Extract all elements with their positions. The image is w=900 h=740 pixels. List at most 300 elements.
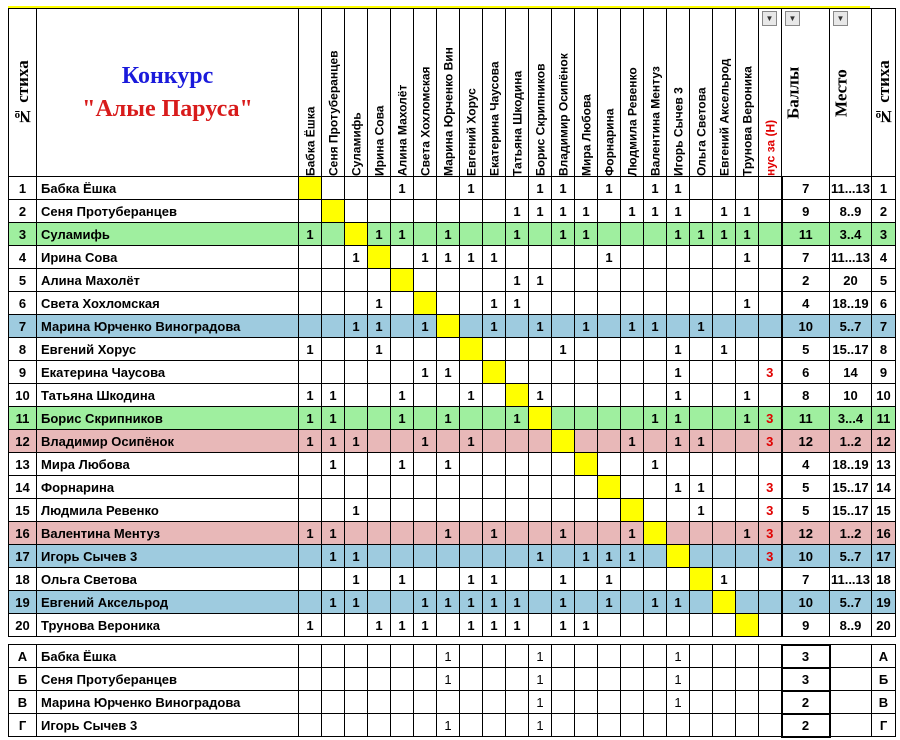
vote-cell[interactable]: 1 <box>552 200 575 223</box>
vote-cell[interactable] <box>437 384 460 407</box>
vote-cell[interactable] <box>345 292 368 315</box>
summary-vote-cell[interactable] <box>391 668 414 691</box>
vote-cell[interactable]: 1 <box>575 223 598 246</box>
vote-cell[interactable] <box>529 499 552 522</box>
score-cell[interactable]: 10 <box>782 545 830 568</box>
vote-cell[interactable] <box>644 614 667 637</box>
vote-cell[interactable]: 1 <box>506 200 529 223</box>
vote-cell[interactable] <box>391 338 414 361</box>
vote-cell[interactable]: 1 <box>552 568 575 591</box>
vote-cell[interactable] <box>322 292 345 315</box>
row-number-right[interactable]: 13 <box>872 453 896 476</box>
vote-cell[interactable] <box>391 522 414 545</box>
vote-cell[interactable] <box>575 453 598 476</box>
summary-penalty-cell[interactable] <box>759 645 782 668</box>
row-number-right[interactable]: 15 <box>872 499 896 522</box>
vote-cell[interactable]: 1 <box>690 430 713 453</box>
vote-cell[interactable]: 1 <box>299 338 322 361</box>
summary-vote-cell[interactable]: 1 <box>437 668 460 691</box>
vote-cell[interactable] <box>736 614 759 637</box>
vote-cell[interactable] <box>391 269 414 292</box>
place-cell[interactable]: 1..2 <box>830 522 872 545</box>
summary-vote-cell[interactable] <box>575 714 598 737</box>
vote-cell[interactable]: 1 <box>368 614 391 637</box>
summary-vote-cell[interactable] <box>690 691 713 714</box>
vote-cell[interactable]: 1 <box>598 568 621 591</box>
vote-cell[interactable]: 1 <box>621 200 644 223</box>
summary-vote-cell[interactable] <box>621 668 644 691</box>
vote-cell[interactable] <box>391 200 414 223</box>
vote-cell[interactable] <box>460 453 483 476</box>
vote-cell[interactable]: 1 <box>598 177 621 200</box>
vote-cell[interactable]: 1 <box>552 338 575 361</box>
vote-cell[interactable] <box>667 568 690 591</box>
summary-vote-cell[interactable] <box>690 645 713 668</box>
row-name[interactable]: Суламифь <box>37 223 299 246</box>
vote-cell[interactable] <box>437 568 460 591</box>
row-number-right[interactable]: 6 <box>872 292 896 315</box>
vote-cell[interactable] <box>713 522 736 545</box>
row-name[interactable]: Татьяна Шкодина <box>37 384 299 407</box>
vote-cell[interactable]: 1 <box>345 545 368 568</box>
vote-cell[interactable] <box>414 476 437 499</box>
vote-cell[interactable]: 1 <box>391 384 414 407</box>
summary-penalty-cell[interactable] <box>759 714 782 737</box>
row-number-right[interactable]: 9 <box>872 361 896 384</box>
summary-penalty-cell[interactable] <box>759 668 782 691</box>
place-cell[interactable]: 15..17 <box>830 338 872 361</box>
vote-cell[interactable]: 1 <box>713 200 736 223</box>
vote-cell[interactable]: 1 <box>506 292 529 315</box>
vote-cell[interactable] <box>529 292 552 315</box>
vote-cell[interactable] <box>644 476 667 499</box>
vote-cell[interactable] <box>437 499 460 522</box>
summary-score-cell[interactable]: 3 <box>782 668 830 691</box>
row-number[interactable]: 9 <box>9 361 37 384</box>
row-number[interactable]: 2 <box>9 200 37 223</box>
vote-cell[interactable] <box>345 476 368 499</box>
summary-vote-cell[interactable] <box>414 645 437 668</box>
vote-cell[interactable]: 1 <box>506 269 529 292</box>
vote-cell[interactable]: 1 <box>506 591 529 614</box>
score-cell[interactable]: 4 <box>782 292 830 315</box>
vote-cell[interactable]: 1 <box>391 407 414 430</box>
row-name[interactable]: Форнарина <box>37 476 299 499</box>
summary-place-cell[interactable] <box>830 668 872 691</box>
summary-vote-cell[interactable] <box>368 668 391 691</box>
summary-vote-cell[interactable] <box>736 668 759 691</box>
vote-cell[interactable] <box>690 407 713 430</box>
vote-cell[interactable] <box>414 292 437 315</box>
vote-cell[interactable] <box>322 269 345 292</box>
vote-cell[interactable] <box>713 292 736 315</box>
vote-cell[interactable]: 1 <box>621 315 644 338</box>
row-name[interactable]: Света Хохломская <box>37 292 299 315</box>
vote-cell[interactable]: 1 <box>552 177 575 200</box>
summary-vote-cell[interactable] <box>598 691 621 714</box>
vote-cell[interactable] <box>506 246 529 269</box>
place-cell[interactable]: 18..19 <box>830 453 872 476</box>
vote-cell[interactable] <box>483 545 506 568</box>
vote-cell[interactable] <box>368 269 391 292</box>
vote-cell[interactable]: 1 <box>483 522 506 545</box>
vote-cell[interactable] <box>483 200 506 223</box>
vote-cell[interactable]: 1 <box>575 315 598 338</box>
vote-cell[interactable] <box>414 545 437 568</box>
vote-cell[interactable]: 1 <box>437 246 460 269</box>
vote-cell[interactable] <box>299 200 322 223</box>
place-cell[interactable]: 8..9 <box>830 200 872 223</box>
vote-cell[interactable]: 1 <box>621 545 644 568</box>
vote-cell[interactable]: 1 <box>667 407 690 430</box>
vote-cell[interactable]: 1 <box>644 591 667 614</box>
vote-cell[interactable] <box>460 292 483 315</box>
row-number-right[interactable]: 5 <box>872 269 896 292</box>
vote-cell[interactable]: 1 <box>345 591 368 614</box>
summary-name[interactable]: Бабка Ёшка <box>37 645 299 668</box>
vote-cell[interactable]: 1 <box>667 200 690 223</box>
vote-cell[interactable]: 1 <box>529 200 552 223</box>
vote-cell[interactable] <box>345 223 368 246</box>
vote-cell[interactable] <box>713 177 736 200</box>
summary-vote-cell[interactable]: 1 <box>529 714 552 737</box>
vote-cell[interactable] <box>437 430 460 453</box>
vote-cell[interactable] <box>667 453 690 476</box>
vote-cell[interactable]: 1 <box>299 407 322 430</box>
vote-cell[interactable]: 1 <box>598 545 621 568</box>
vote-cell[interactable] <box>529 522 552 545</box>
penalty-cell[interactable] <box>759 269 782 292</box>
score-cell[interactable]: 2 <box>782 269 830 292</box>
vote-cell[interactable]: 1 <box>483 315 506 338</box>
vote-cell[interactable] <box>575 522 598 545</box>
vote-cell[interactable] <box>552 499 575 522</box>
vote-cell[interactable] <box>345 614 368 637</box>
vote-cell[interactable]: 1 <box>667 384 690 407</box>
vote-cell[interactable] <box>529 407 552 430</box>
row-name[interactable]: Игорь Сычев 3 <box>37 545 299 568</box>
summary-vote-cell[interactable] <box>736 691 759 714</box>
vote-cell[interactable] <box>598 407 621 430</box>
vote-cell[interactable] <box>713 476 736 499</box>
summary-letter-right[interactable]: Б <box>872 668 896 691</box>
vote-cell[interactable] <box>368 568 391 591</box>
vote-cell[interactable]: 1 <box>414 614 437 637</box>
vote-cell[interactable] <box>368 200 391 223</box>
vote-cell[interactable]: 1 <box>644 315 667 338</box>
vote-cell[interactable] <box>368 361 391 384</box>
vote-cell[interactable] <box>575 430 598 453</box>
vote-cell[interactable]: 1 <box>506 614 529 637</box>
vote-cell[interactable] <box>529 453 552 476</box>
vote-cell[interactable] <box>414 338 437 361</box>
vote-cell[interactable] <box>713 384 736 407</box>
row-number[interactable]: 18 <box>9 568 37 591</box>
vote-cell[interactable] <box>552 361 575 384</box>
row-number-right[interactable]: 3 <box>872 223 896 246</box>
vote-cell[interactable] <box>736 269 759 292</box>
vote-cell[interactable]: 1 <box>529 384 552 407</box>
vote-cell[interactable] <box>345 338 368 361</box>
summary-vote-cell[interactable] <box>299 645 322 668</box>
vote-cell[interactable] <box>368 384 391 407</box>
summary-vote-cell[interactable]: 1 <box>529 668 552 691</box>
vote-cell[interactable] <box>506 499 529 522</box>
row-number-right[interactable]: 4 <box>872 246 896 269</box>
score-cell[interactable]: 11 <box>782 223 830 246</box>
vote-cell[interactable] <box>598 476 621 499</box>
place-cell[interactable]: 8..9 <box>830 614 872 637</box>
vote-cell[interactable] <box>391 430 414 453</box>
vote-cell[interactable]: 1 <box>483 292 506 315</box>
vote-cell[interactable] <box>598 338 621 361</box>
vote-cell[interactable] <box>690 200 713 223</box>
row-number[interactable]: 17 <box>9 545 37 568</box>
filter-dropdown-icon[interactable]: ▼ <box>762 11 777 26</box>
place-cell[interactable]: 11...13 <box>830 568 872 591</box>
vote-cell[interactable] <box>391 476 414 499</box>
summary-vote-cell[interactable] <box>414 691 437 714</box>
vote-cell[interactable] <box>322 614 345 637</box>
vote-cell[interactable] <box>644 246 667 269</box>
vote-cell[interactable] <box>529 591 552 614</box>
vote-cell[interactable]: 1 <box>621 522 644 545</box>
vote-cell[interactable] <box>644 522 667 545</box>
vote-cell[interactable] <box>345 522 368 545</box>
vote-cell[interactable]: 1 <box>736 223 759 246</box>
summary-vote-cell[interactable] <box>299 668 322 691</box>
vote-cell[interactable]: 1 <box>322 545 345 568</box>
summary-vote-cell[interactable] <box>644 668 667 691</box>
vote-cell[interactable] <box>575 568 598 591</box>
vote-cell[interactable] <box>299 568 322 591</box>
vote-cell[interactable] <box>598 361 621 384</box>
penalty-cell[interactable] <box>759 568 782 591</box>
vote-cell[interactable] <box>322 361 345 384</box>
vote-cell[interactable]: 1 <box>690 476 713 499</box>
row-name[interactable]: Ольга Светова <box>37 568 299 591</box>
vote-cell[interactable]: 1 <box>483 591 506 614</box>
vote-cell[interactable]: 1 <box>299 614 322 637</box>
vote-cell[interactable] <box>552 430 575 453</box>
vote-cell[interactable] <box>552 269 575 292</box>
vote-cell[interactable] <box>575 361 598 384</box>
vote-cell[interactable] <box>345 177 368 200</box>
vote-cell[interactable] <box>667 614 690 637</box>
row-number[interactable]: 8 <box>9 338 37 361</box>
penalty-cell[interactable]: 3 <box>759 407 782 430</box>
vote-cell[interactable] <box>690 591 713 614</box>
row-number-right[interactable]: 8 <box>872 338 896 361</box>
row-name[interactable]: Ирина Сова <box>37 246 299 269</box>
vote-cell[interactable]: 1 <box>552 522 575 545</box>
summary-vote-cell[interactable] <box>345 645 368 668</box>
summary-vote-cell[interactable]: 1 <box>437 714 460 737</box>
row-number[interactable]: 7 <box>9 315 37 338</box>
vote-cell[interactable] <box>506 568 529 591</box>
summary-vote-cell[interactable] <box>667 714 690 737</box>
row-number[interactable]: 20 <box>9 614 37 637</box>
vote-cell[interactable] <box>713 591 736 614</box>
place-cell[interactable]: 5..7 <box>830 545 872 568</box>
vote-cell[interactable] <box>667 499 690 522</box>
vote-cell[interactable]: 1 <box>414 591 437 614</box>
vote-cell[interactable] <box>529 361 552 384</box>
vote-cell[interactable] <box>690 545 713 568</box>
row-number-right[interactable]: 1 <box>872 177 896 200</box>
vote-cell[interactable] <box>736 361 759 384</box>
penalty-cell[interactable]: 3 <box>759 545 782 568</box>
vote-cell[interactable] <box>483 407 506 430</box>
vote-cell[interactable]: 1 <box>644 200 667 223</box>
score-cell[interactable]: 7 <box>782 246 830 269</box>
vote-cell[interactable]: 1 <box>460 568 483 591</box>
penalty-cell[interactable]: 3 <box>759 361 782 384</box>
vote-cell[interactable] <box>391 292 414 315</box>
vote-cell[interactable]: 1 <box>460 246 483 269</box>
vote-cell[interactable] <box>713 614 736 637</box>
vote-cell[interactable] <box>322 223 345 246</box>
vote-cell[interactable]: 1 <box>713 223 736 246</box>
vote-cell[interactable] <box>736 591 759 614</box>
vote-cell[interactable] <box>736 499 759 522</box>
vote-cell[interactable] <box>621 338 644 361</box>
summary-vote-cell[interactable] <box>644 714 667 737</box>
score-cell[interactable]: 10 <box>782 591 830 614</box>
summary-vote-cell[interactable] <box>391 645 414 668</box>
vote-cell[interactable] <box>552 292 575 315</box>
vote-cell[interactable] <box>621 384 644 407</box>
vote-cell[interactable] <box>345 200 368 223</box>
vote-cell[interactable] <box>460 338 483 361</box>
summary-vote-cell[interactable] <box>552 714 575 737</box>
vote-cell[interactable]: 1 <box>483 614 506 637</box>
summary-vote-cell[interactable] <box>575 668 598 691</box>
score-cell[interactable]: 8 <box>782 384 830 407</box>
vote-cell[interactable] <box>690 568 713 591</box>
summary-vote-cell[interactable] <box>575 691 598 714</box>
vote-cell[interactable]: 1 <box>460 177 483 200</box>
filter-dropdown-icon[interactable]: ▼ <box>785 11 800 26</box>
summary-vote-cell[interactable] <box>736 714 759 737</box>
vote-cell[interactable] <box>667 269 690 292</box>
vote-cell[interactable] <box>575 292 598 315</box>
vote-cell[interactable]: 1 <box>644 407 667 430</box>
summary-vote-cell[interactable] <box>552 668 575 691</box>
vote-cell[interactable] <box>506 315 529 338</box>
summary-vote-cell[interactable] <box>299 691 322 714</box>
summary-place-cell[interactable] <box>830 691 872 714</box>
vote-cell[interactable]: 1 <box>345 315 368 338</box>
vote-cell[interactable] <box>552 545 575 568</box>
vote-cell[interactable]: 1 <box>529 177 552 200</box>
vote-cell[interactable] <box>736 476 759 499</box>
vote-cell[interactable] <box>437 269 460 292</box>
vote-cell[interactable] <box>345 361 368 384</box>
summary-vote-cell[interactable] <box>368 691 391 714</box>
vote-cell[interactable] <box>713 499 736 522</box>
vote-cell[interactable] <box>575 476 598 499</box>
summary-vote-cell[interactable] <box>322 714 345 737</box>
vote-cell[interactable] <box>552 453 575 476</box>
penalty-cell[interactable] <box>759 246 782 269</box>
summary-vote-cell[interactable] <box>690 714 713 737</box>
vote-cell[interactable] <box>736 453 759 476</box>
row-name[interactable]: Марина Юрченко Виноградова <box>37 315 299 338</box>
score-cell[interactable]: 12 <box>782 522 830 545</box>
summary-letter[interactable]: В <box>9 691 37 714</box>
vote-cell[interactable] <box>391 315 414 338</box>
vote-cell[interactable]: 1 <box>644 453 667 476</box>
vote-cell[interactable] <box>736 338 759 361</box>
vote-cell[interactable]: 1 <box>529 269 552 292</box>
summary-vote-cell[interactable] <box>322 691 345 714</box>
vote-cell[interactable] <box>506 522 529 545</box>
vote-cell[interactable] <box>690 177 713 200</box>
vote-cell[interactable] <box>598 315 621 338</box>
summary-vote-cell[interactable] <box>506 645 529 668</box>
place-cell[interactable]: 15..17 <box>830 499 872 522</box>
summary-vote-cell[interactable] <box>506 691 529 714</box>
vote-cell[interactable] <box>713 361 736 384</box>
vote-cell[interactable] <box>529 430 552 453</box>
summary-vote-cell[interactable] <box>621 691 644 714</box>
vote-cell[interactable] <box>506 177 529 200</box>
vote-cell[interactable] <box>644 430 667 453</box>
vote-cell[interactable] <box>437 614 460 637</box>
place-cell[interactable]: 3..4 <box>830 223 872 246</box>
summary-vote-cell[interactable] <box>598 714 621 737</box>
vote-cell[interactable] <box>299 499 322 522</box>
summary-vote-cell[interactable] <box>713 645 736 668</box>
vote-cell[interactable] <box>621 246 644 269</box>
summary-vote-cell[interactable]: 1 <box>437 645 460 668</box>
row-name[interactable]: Евгений Аксельрод <box>37 591 299 614</box>
row-name[interactable]: Евгений Хорус <box>37 338 299 361</box>
summary-vote-cell[interactable] <box>483 668 506 691</box>
penalty-cell[interactable] <box>759 292 782 315</box>
vote-cell[interactable] <box>621 499 644 522</box>
vote-cell[interactable] <box>460 361 483 384</box>
vote-cell[interactable] <box>529 568 552 591</box>
score-cell[interactable]: 12 <box>782 430 830 453</box>
vote-cell[interactable]: 1 <box>322 453 345 476</box>
place-header[interactable] <box>830 9 872 177</box>
vote-cell[interactable]: 1 <box>483 568 506 591</box>
place-cell[interactable]: 10 <box>830 384 872 407</box>
row-number-right[interactable]: 11 <box>872 407 896 430</box>
vote-cell[interactable] <box>460 476 483 499</box>
vote-cell[interactable] <box>414 407 437 430</box>
row-name[interactable]: Мира Любова <box>37 453 299 476</box>
vote-cell[interactable] <box>322 568 345 591</box>
vote-cell[interactable]: 1 <box>437 453 460 476</box>
vote-cell[interactable] <box>414 223 437 246</box>
vote-cell[interactable] <box>713 430 736 453</box>
summary-vote-cell[interactable] <box>391 714 414 737</box>
row-number[interactable]: 1 <box>9 177 37 200</box>
place-cell[interactable]: 14 <box>830 361 872 384</box>
vote-cell[interactable] <box>598 614 621 637</box>
vote-cell[interactable] <box>391 361 414 384</box>
vote-cell[interactable] <box>391 499 414 522</box>
vote-cell[interactable]: 1 <box>345 246 368 269</box>
vote-cell[interactable]: 1 <box>736 522 759 545</box>
vote-cell[interactable] <box>598 223 621 246</box>
vote-cell[interactable] <box>368 591 391 614</box>
vote-cell[interactable] <box>575 246 598 269</box>
summary-vote-cell[interactable] <box>460 714 483 737</box>
